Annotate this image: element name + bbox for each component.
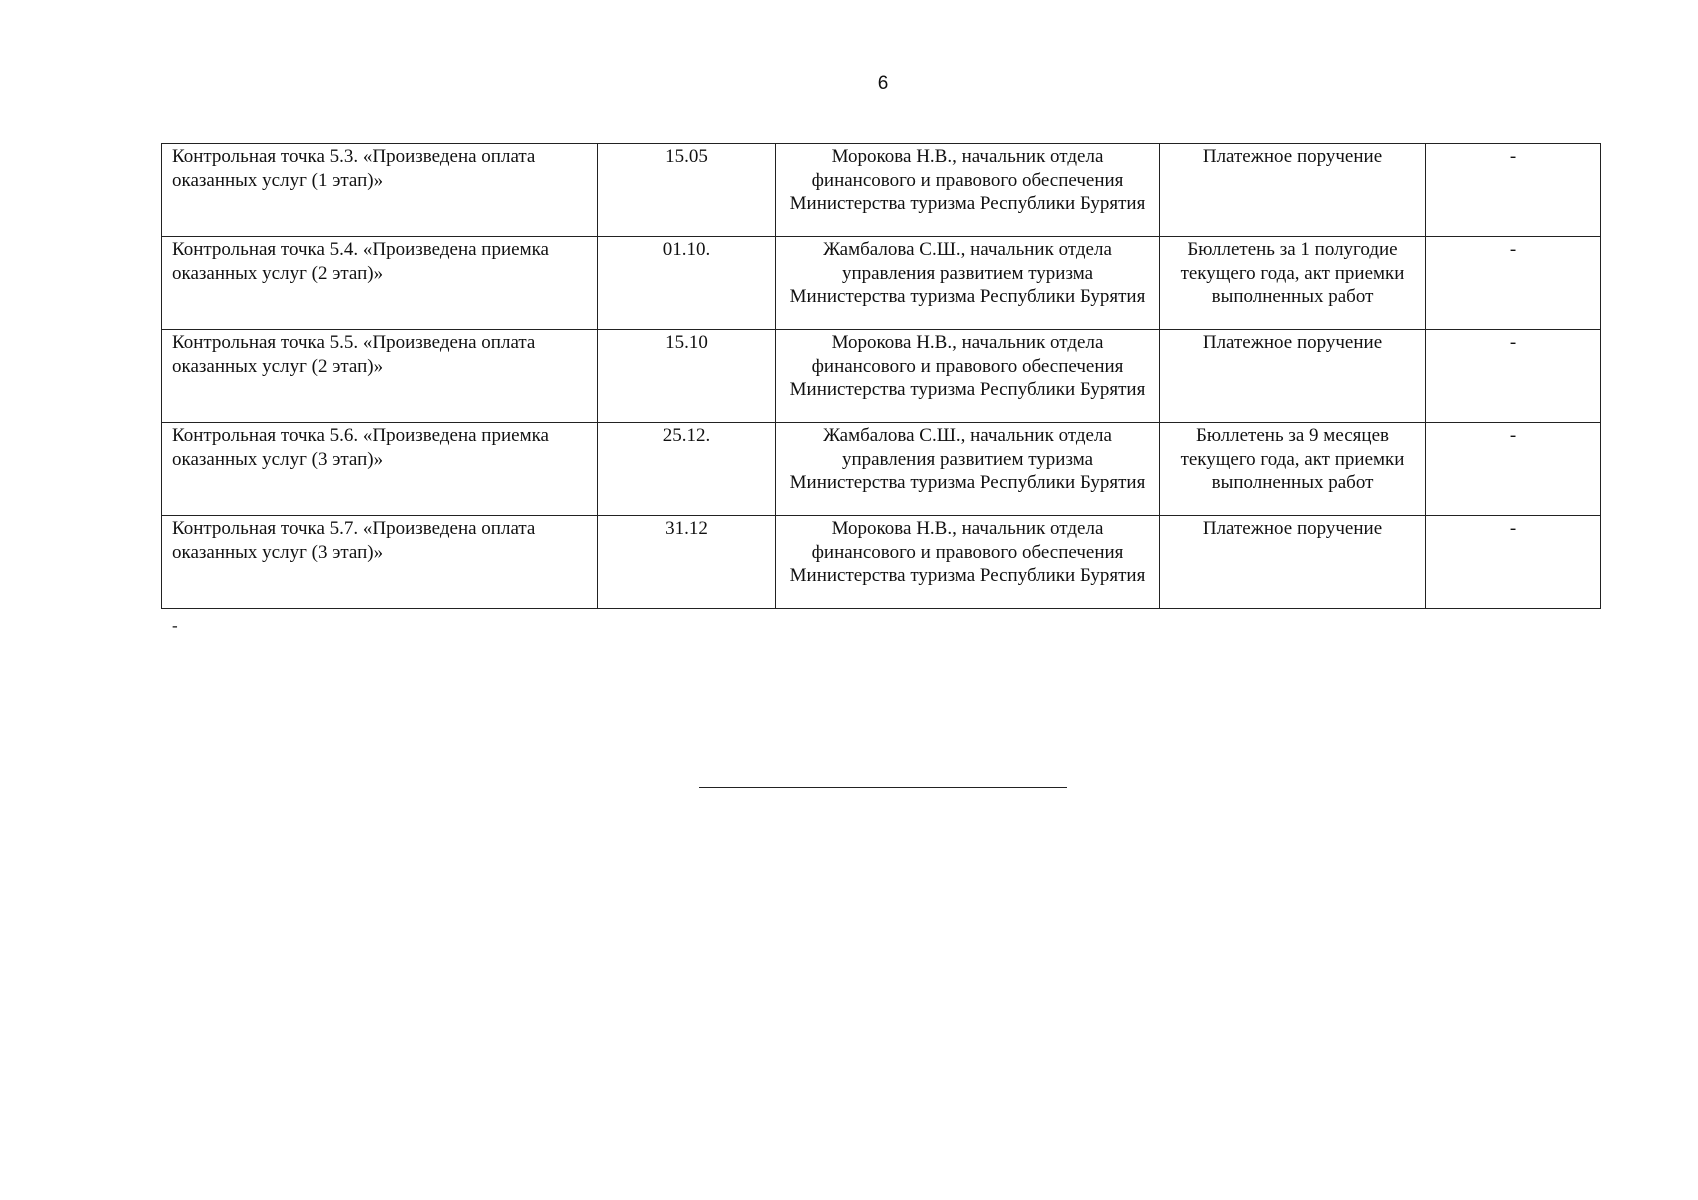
- date-cell: 15.05: [598, 144, 776, 237]
- note-cell: -: [1426, 330, 1601, 423]
- responsible-cell: Морокова Н.В., начальник отдела финансового и правового обеспечения Министерства туризма Республики Бурятия: [776, 330, 1160, 423]
- document-cell: Платежное поручение: [1160, 516, 1426, 609]
- control-point-cell: Контрольная точка 5.4. «Произведена приемка оказанных услуг (2 этап)»: [162, 237, 598, 330]
- document-cell: Бюллетень за 1 полугодие текущего года, акт приемки выполненных работ: [1160, 237, 1426, 330]
- responsible-cell: Жамбалова С.Ш., начальник отдела управления развитием туризма Министерства туризма Республики Бурятия: [776, 423, 1160, 516]
- note-cell: -: [1426, 423, 1601, 516]
- control-point-cell: Контрольная точка 5.6. «Произведена приемка оказанных услуг (3 этап)»: [162, 423, 598, 516]
- control-points-table: [161, 143, 1601, 609]
- note-cell: -: [1426, 516, 1601, 609]
- control-point-cell: Контрольная точка 5.3. «Произведена оплата оказанных услуг (1 этап)»: [162, 144, 598, 237]
- note-cell: -: [1426, 144, 1601, 237]
- date-cell: 15.10: [598, 330, 776, 423]
- date-cell: 01.10.: [598, 237, 776, 330]
- table-row: [162, 423, 1601, 516]
- table-row: [162, 144, 1601, 237]
- table-row: [162, 237, 1601, 330]
- responsible-cell: Морокова Н.В., начальник отдела финансового и правового обеспечения Министерства туризма Республики Бурятия: [776, 144, 1160, 237]
- table-row: [162, 330, 1601, 423]
- control-point-cell: Контрольная точка 5.5. «Произведена оплата оказанных услуг (2 этап)»: [162, 330, 598, 423]
- after-table-mark: -: [172, 616, 178, 635]
- date-cell: 25.12.: [598, 423, 776, 516]
- note-cell: -: [1426, 237, 1601, 330]
- date-cell: 31.12: [598, 516, 776, 609]
- document-cell: Бюллетень за 9 месяцев текущего года, акт приемки выполненных работ: [1160, 423, 1426, 516]
- document-cell: Платежное поручение: [1160, 144, 1426, 237]
- responsible-cell: Жамбалова С.Ш., начальник отдела управления развитием туризма Министерства туризма Республики Бурятия: [776, 237, 1160, 330]
- document-cell: Платежное поручение: [1160, 330, 1426, 423]
- control-point-cell: Контрольная точка 5.7. «Произведена оплата оказанных услуг (3 этап)»: [162, 516, 598, 609]
- responsible-cell: Морокова Н.В., начальник отдела финансового и правового обеспечения Министерства туризма Республики Бурятия: [776, 516, 1160, 609]
- table-row: [162, 516, 1601, 609]
- end-of-document-line: [699, 787, 1067, 788]
- page-number: 6: [877, 73, 889, 94]
